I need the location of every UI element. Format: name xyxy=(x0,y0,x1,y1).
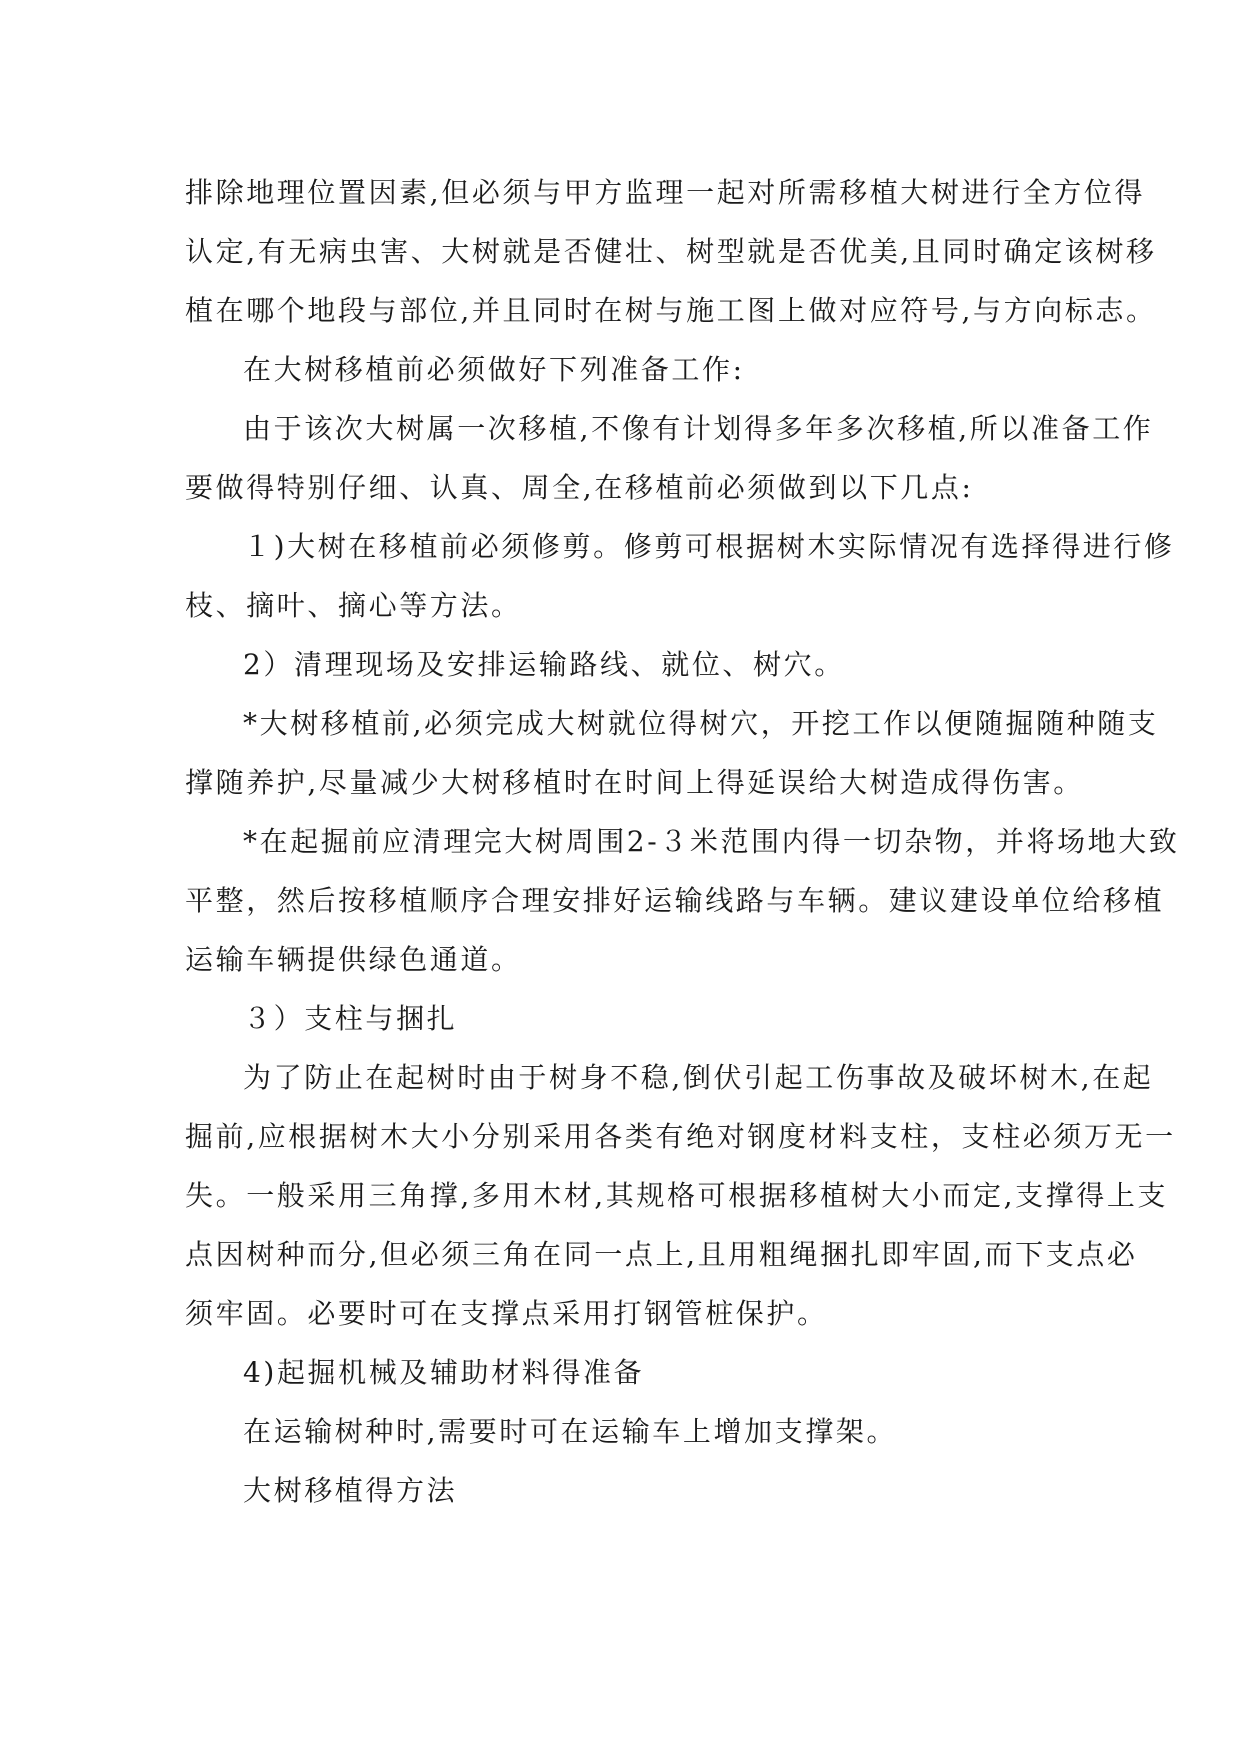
paragraph-2 xyxy=(185,340,1135,399)
text-line: 排除地理位置因素,但必须与甲方监理一起对所需移植大树进行全方位得 xyxy=(185,176,1146,209)
text-line: 平整，然后按移植顺序合理安排好运输线路与车辆。建议建设单位给移植 xyxy=(185,884,1165,917)
paragraph-10 xyxy=(185,1343,1135,1402)
paragraph-1 xyxy=(185,163,1157,340)
text-line: 2）清理现场及安排运输路线、就位、树穴。 xyxy=(243,648,845,681)
text-line: 点因树种而分,但必须三角在同一点上,且用粗绳捆扎即牢固,而下支点必 xyxy=(185,1238,1138,1271)
text-line: １)大树在移植前必须修剪。修剪可根据树木实际情况有选择得进行修 xyxy=(243,530,1175,563)
text-line: 失。一般采用三角撑,多用木材,其规格可根据移植树大小而定,支撑得上支 xyxy=(185,1179,1169,1212)
paragraph-12 xyxy=(185,1461,1135,1520)
paragraph-3 xyxy=(185,399,1154,517)
paragraph-7 xyxy=(185,812,1180,989)
paragraph-5 xyxy=(185,635,1135,694)
text-line: 由于该次大树属一次移植,不像有计划得多年多次移植,所以准备工作 xyxy=(243,412,1154,445)
document-body xyxy=(185,163,1180,1520)
text-line: 4)起掘机械及辅助材料得准备 xyxy=(243,1356,645,1389)
text-line: 撑随养护,尽量减少大树移植时在时间上得延误给大树造成得伤害。 xyxy=(185,766,1084,799)
text-line: 枝、摘叶、摘心等方法。 xyxy=(185,589,522,622)
paragraph-8 xyxy=(185,989,1135,1048)
text-line: 植在哪个地段与部位,并且同时在树与施工图上做对应符号,与方向标志。 xyxy=(185,294,1157,327)
text-line: 运输车辆提供绿色通道。 xyxy=(185,943,522,976)
text-line: 要做得特别仔细、认真、周全,在移植前必须做到以下几点: xyxy=(185,471,974,504)
text-line: 在运输树种时,需要时可在运输车上增加支撑架。 xyxy=(243,1415,898,1448)
text-line: 认定,有无病虫害、大树就是否健壮、树型就是否优美,且同时确定该树移 xyxy=(185,235,1157,268)
text-line: 掘前,应根据树木大小分别采用各类有绝对钢度材料支柱，支柱必须万无一 xyxy=(185,1120,1176,1153)
paragraph-4 xyxy=(185,517,1175,635)
text-line: 为了防止在起树时由于树身不稳,倒伏引起工伤事故及破坏树木,在起 xyxy=(243,1061,1154,1094)
text-line: *大树移植前,必须完成大树就位得树穴，开挖工作以便随掘随种随支 xyxy=(243,707,1159,740)
text-line: 在大树移植前必须做好下列准备工作: xyxy=(243,353,745,386)
paragraph-11 xyxy=(185,1402,1135,1461)
text-line: *在起掘前应清理完大树周围2-３米范围内得一切杂物，并将场地大致 xyxy=(243,825,1180,858)
paragraph-9 xyxy=(185,1048,1176,1343)
text-line: 大树移植得方法 xyxy=(243,1474,458,1507)
text-line: ３）支柱与捆扎 xyxy=(243,1002,458,1035)
text-line: 须牢固。必要时可在支撑点采用打钢管桩保护。 xyxy=(185,1297,828,1330)
paragraph-6 xyxy=(185,694,1159,812)
